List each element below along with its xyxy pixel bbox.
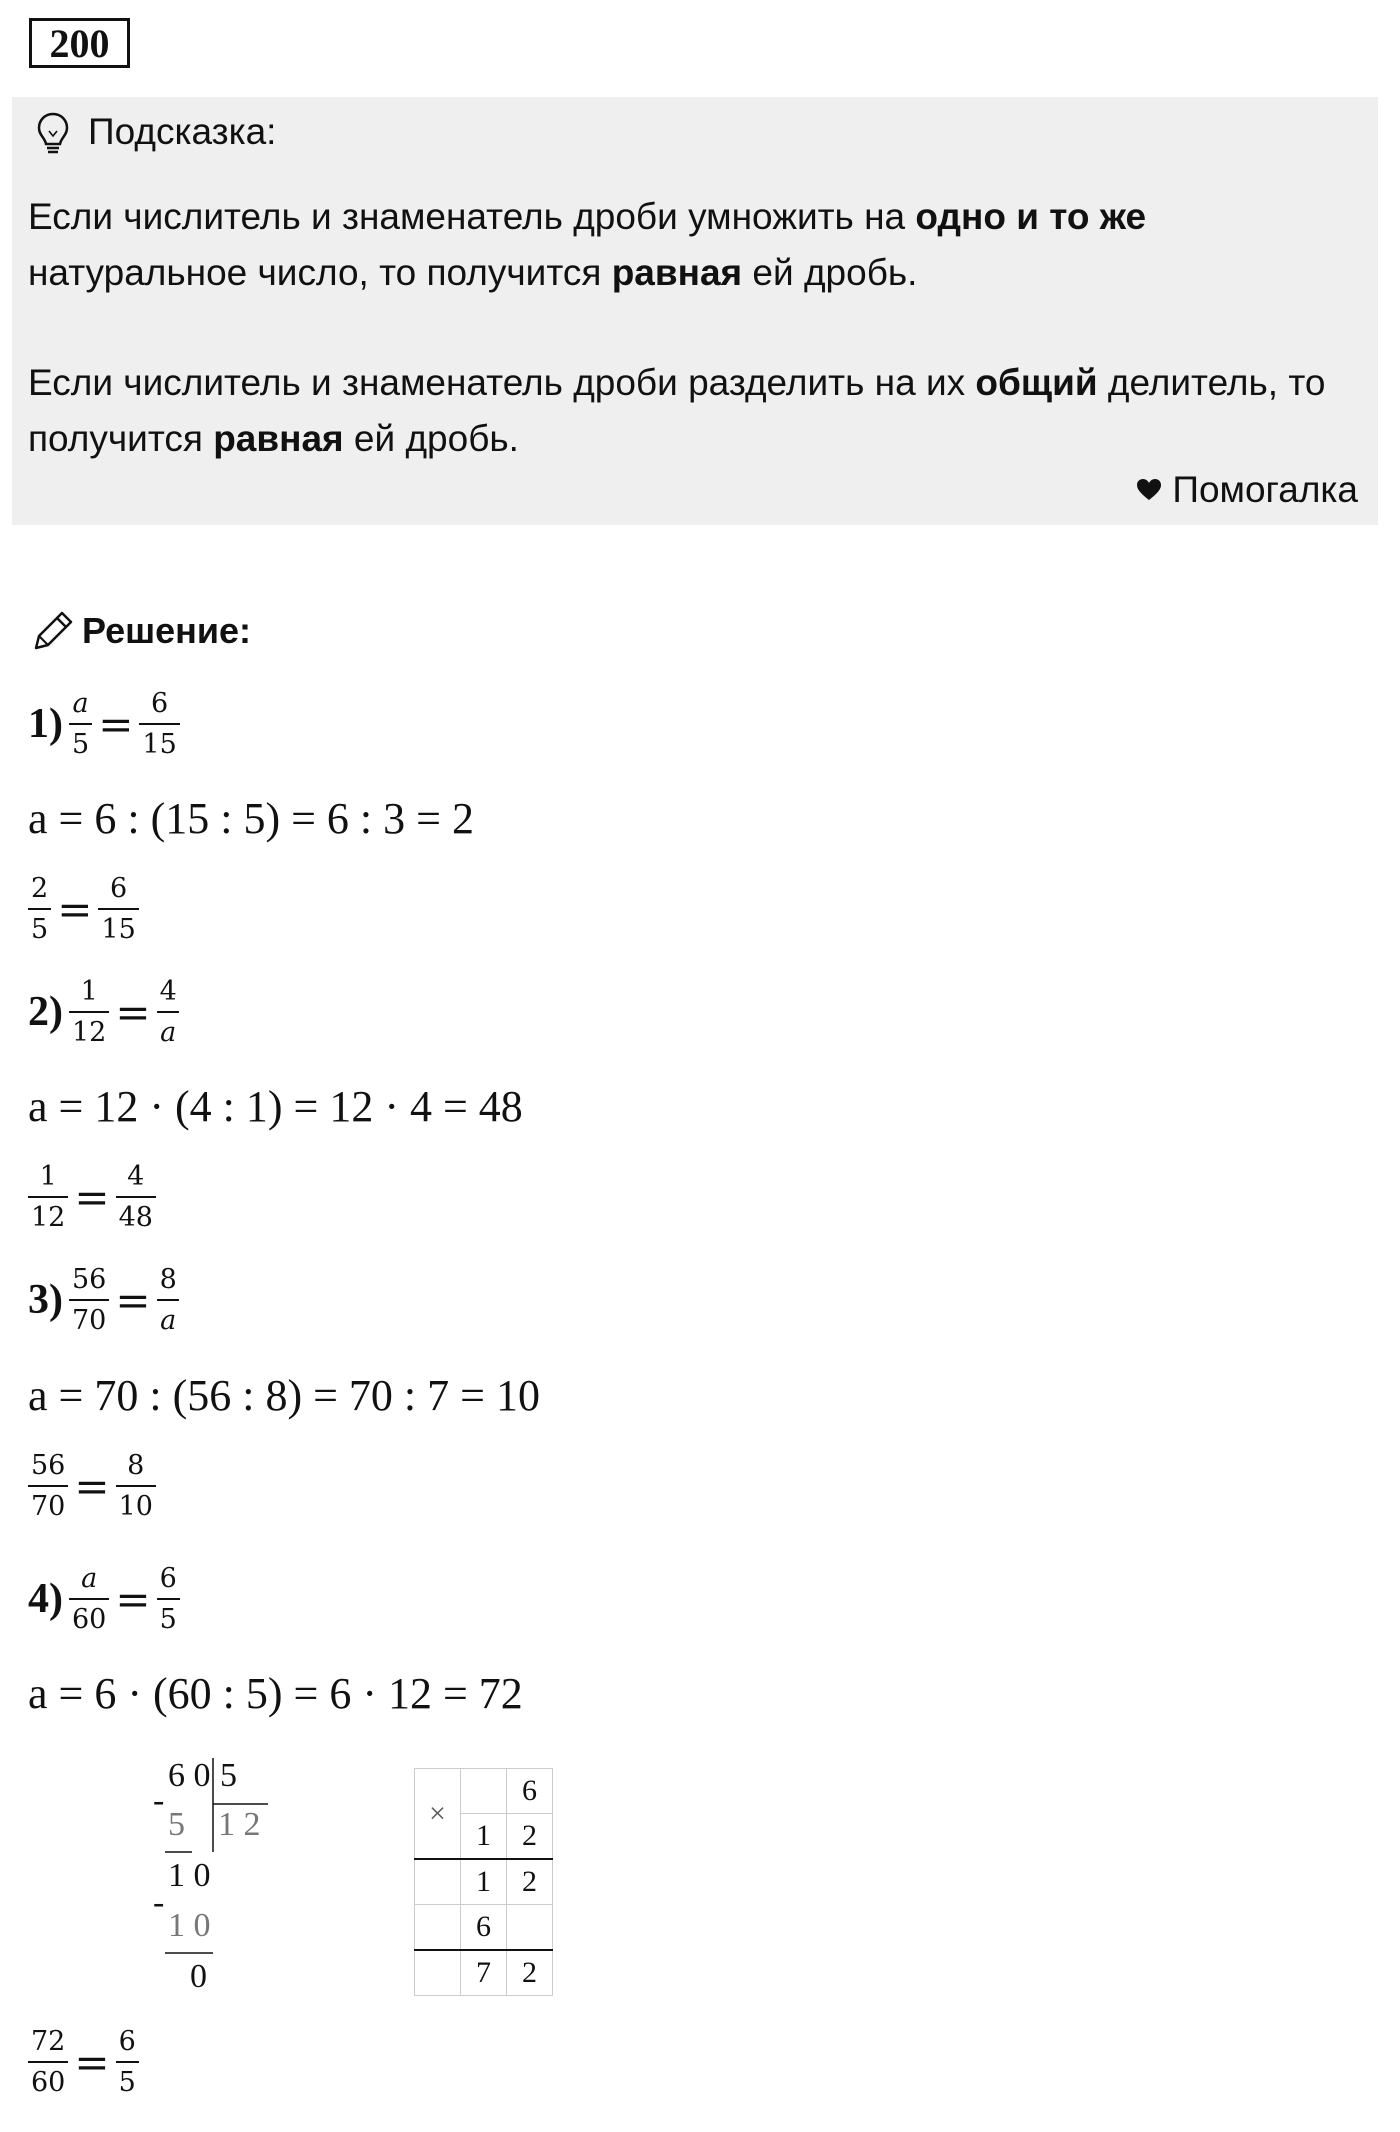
denominator: 70 — [69, 1299, 109, 1334]
table-cell: 1 — [461, 1859, 507, 1905]
hint-text: Если числитель и знаменатель дроби умножить на — [28, 196, 916, 237]
denominator: 5 — [116, 2061, 139, 2096]
denominator: 48 — [116, 1196, 156, 1231]
equals-sign: = — [98, 699, 134, 749]
table-cell — [415, 1950, 461, 1996]
table-cell — [415, 1905, 461, 1951]
table-cell: 2 — [507, 1814, 553, 1860]
denominator: 12 — [69, 1011, 109, 1046]
hint-text: делитель, то получится — [28, 362, 1326, 459]
equals-sign: = — [57, 884, 93, 934]
denominator: 15 — [98, 908, 138, 943]
numerator: 56 — [72, 1264, 107, 1295]
step-label: 4) — [28, 1576, 63, 1622]
numerator: 6 — [109, 873, 128, 904]
numerator: 4 — [127, 1161, 145, 1192]
solution-label: Решение: — [82, 610, 252, 651]
dividend: 6 0 — [168, 1757, 211, 1794]
denominator: 12 — [28, 1196, 68, 1231]
multiplication-table — [414, 1768, 553, 1996]
heart-icon — [1136, 478, 1162, 502]
denominator: 5 — [157, 1598, 180, 1633]
hint-bold: общий — [975, 362, 1098, 403]
table-cell — [461, 1769, 507, 1814]
step-label: 2) — [28, 989, 63, 1035]
denominator: 15 — [139, 723, 179, 758]
table-cell: 6 — [507, 1769, 553, 1814]
hint-title: Подсказка: — [88, 111, 277, 152]
minus-sign: - — [153, 1782, 165, 1819]
equals-sign: = — [74, 1172, 110, 1222]
denominator: 5 — [28, 908, 51, 943]
minus-sign: - — [153, 1884, 165, 1921]
table-cell: 1 — [461, 1814, 507, 1860]
numerator: 6 — [150, 688, 169, 719]
hint-text: ей дробь. — [343, 418, 519, 459]
numerator: 2 — [31, 873, 49, 904]
equals-sign: = — [115, 1275, 151, 1325]
denominator: 70 — [28, 1485, 68, 1520]
denominator: 5 — [69, 723, 92, 758]
step-label: 1) — [28, 701, 63, 747]
denominator: a — [157, 1299, 179, 1334]
equals-sign: = — [115, 1574, 151, 1624]
numerator: 1 — [39, 1161, 57, 1192]
credit-label: Помогалка — [1172, 469, 1358, 510]
fraction — [116, 2028, 139, 2096]
numerator: 6 — [118, 2026, 136, 2057]
denominator: 10 — [116, 1485, 156, 1520]
subtrahend-2: 1 0 — [168, 1907, 211, 1944]
equals-sign: = — [74, 2037, 110, 2087]
step-1-calculation: a = 6 : (15 : 5) = 6 : 3 = 2 — [28, 794, 474, 843]
credit — [1136, 469, 1358, 511]
denominator: 60 — [28, 2061, 68, 2096]
numerator: 4 — [159, 976, 177, 1007]
hint-text: ей дробь. — [742, 252, 918, 293]
table-cell: 7 — [461, 1950, 507, 1996]
table-cell: 6 — [461, 1905, 507, 1951]
numerator: a — [81, 1563, 98, 1594]
division-lines — [0, 0, 400, 2132]
numerator: a — [72, 688, 89, 719]
numerator: 6 — [159, 1563, 177, 1594]
step-4-result — [28, 2028, 139, 2096]
step-label: 3) — [28, 1277, 63, 1323]
equals-sign: = — [115, 987, 151, 1037]
hint-text: натуральное число, то получится — [28, 252, 612, 293]
hint-bold: равная — [611, 252, 743, 293]
numerator: 8 — [159, 1264, 177, 1295]
step-4-calculation: a = 6 · (60 : 5) = 6 · 12 = 72 — [28, 1669, 523, 1718]
subtrahend-1: 5 — [168, 1806, 185, 1843]
quotient: 1 2 — [218, 1806, 261, 1843]
table-cell: 2 — [507, 1950, 553, 1996]
numerator: 8 — [127, 1450, 145, 1481]
hint-bold: одно и то же — [915, 196, 1147, 237]
numerator: 72 — [31, 2026, 66, 2057]
remainder-1: 1 0 — [168, 1857, 211, 1894]
remainder-2: 0 — [190, 1958, 207, 1995]
task-number: 200 — [29, 18, 130, 68]
hint-text: Если числитель и знаменатель дроби разделить на их — [28, 362, 976, 403]
hint-bold: равная — [213, 418, 344, 459]
fraction — [28, 2028, 68, 2096]
multiply-sign: × — [415, 1769, 461, 1860]
table-cell — [507, 1905, 553, 1951]
numerator: 1 — [80, 976, 98, 1007]
denominator: 60 — [69, 1598, 109, 1633]
equals-sign: = — [74, 1461, 110, 1511]
step-2-calculation: a = 12 · (4 : 1) = 12 · 4 = 48 — [28, 1082, 523, 1131]
denominator: a — [157, 1011, 179, 1046]
step-3-calculation: a = 70 : (56 : 8) = 70 : 7 = 10 — [28, 1371, 540, 1420]
numerator: 56 — [31, 1450, 66, 1481]
table-cell — [415, 1859, 461, 1905]
table-cell: 2 — [507, 1859, 553, 1905]
divisor: 5 — [220, 1757, 237, 1794]
